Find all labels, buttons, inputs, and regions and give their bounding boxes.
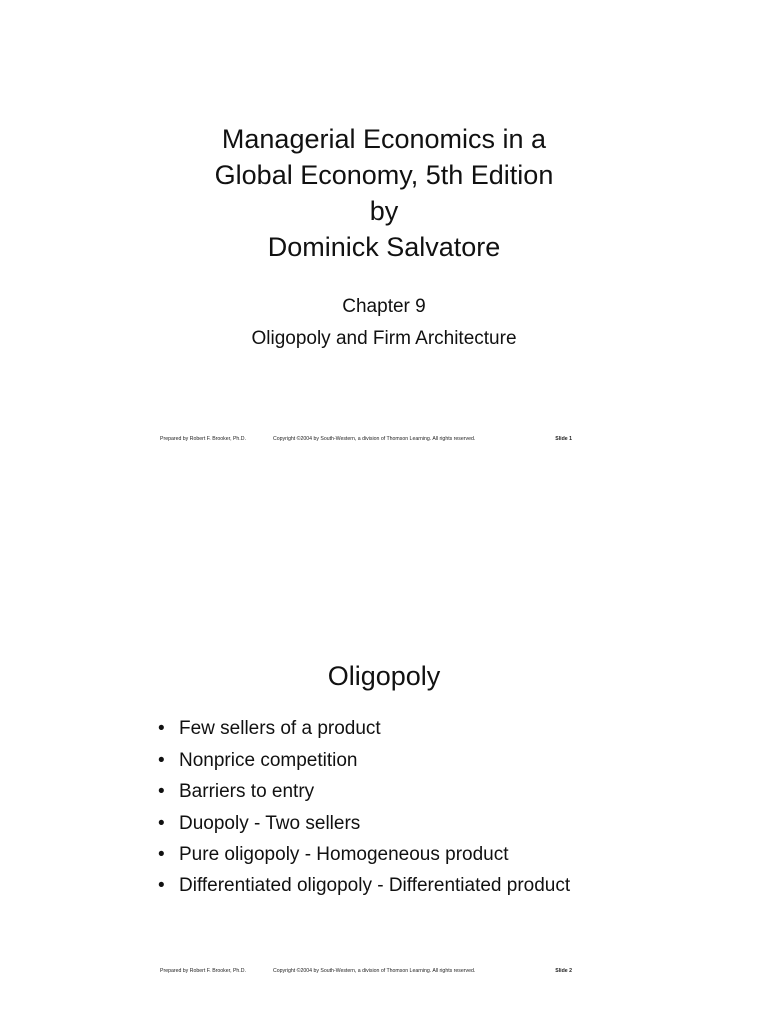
list-item bbox=[158, 810, 598, 837]
list-item bbox=[158, 873, 598, 899]
footer-copyright: Copyright ©2004 by South-Western, a division of Thomson Learning. All rights reserved. bbox=[273, 968, 476, 974]
slide-title bbox=[0, 121, 768, 265]
bullet-icon: • bbox=[158, 749, 165, 771]
bullet-icon: • bbox=[158, 844, 165, 865]
list-item bbox=[158, 778, 598, 805]
list-item-text: Differentiated oligopoly - Differentiated product bbox=[179, 874, 571, 896]
title-line: Managerial Economics in a bbox=[221, 124, 547, 154]
bullet-list bbox=[158, 715, 598, 903]
footer-copyright: Copyright ©2004 by South-Western, a division of Thomson Learning. All rights reserved. bbox=[273, 436, 476, 442]
list-item-text: Pure oligopoly - Homogeneous product bbox=[179, 844, 509, 865]
chapter-number: Chapter 9 bbox=[342, 296, 426, 317]
footer-slide-number: Slide 1 bbox=[555, 436, 572, 442]
footer-prepared-by: Prepared by Robert F. Brooker, Ph.D. bbox=[160, 436, 246, 442]
chapter-info bbox=[0, 293, 768, 353]
list-item-text: Nonprice competition bbox=[179, 749, 358, 771]
footer-slide-number: Slide 2 bbox=[555, 968, 572, 974]
list-item-text: Barriers to entry bbox=[179, 781, 315, 802]
chapter-title: Oligopoly and Firm Architecture bbox=[251, 328, 517, 349]
bullet-icon: • bbox=[158, 874, 165, 896]
bullet-icon: • bbox=[158, 812, 165, 834]
slide-heading: Oligopoly bbox=[327, 661, 441, 691]
list-item bbox=[158, 715, 598, 742]
list-item-text: Duopoly - Two sellers bbox=[179, 812, 361, 834]
list-item bbox=[158, 841, 598, 868]
title-line: Global Economy, 5th Edition bbox=[214, 160, 554, 190]
list-item-text: Few sellers of a product bbox=[179, 718, 381, 739]
bullet-icon: • bbox=[158, 781, 165, 802]
title-line: by bbox=[369, 196, 399, 226]
bullet-icon: • bbox=[158, 718, 165, 739]
slide-2 bbox=[0, 512, 768, 1024]
footer-prepared-by: Prepared by Robert F. Brooker, Ph.D. bbox=[160, 968, 246, 974]
list-item bbox=[158, 747, 598, 774]
title-line: Dominick Salvatore bbox=[267, 232, 501, 262]
